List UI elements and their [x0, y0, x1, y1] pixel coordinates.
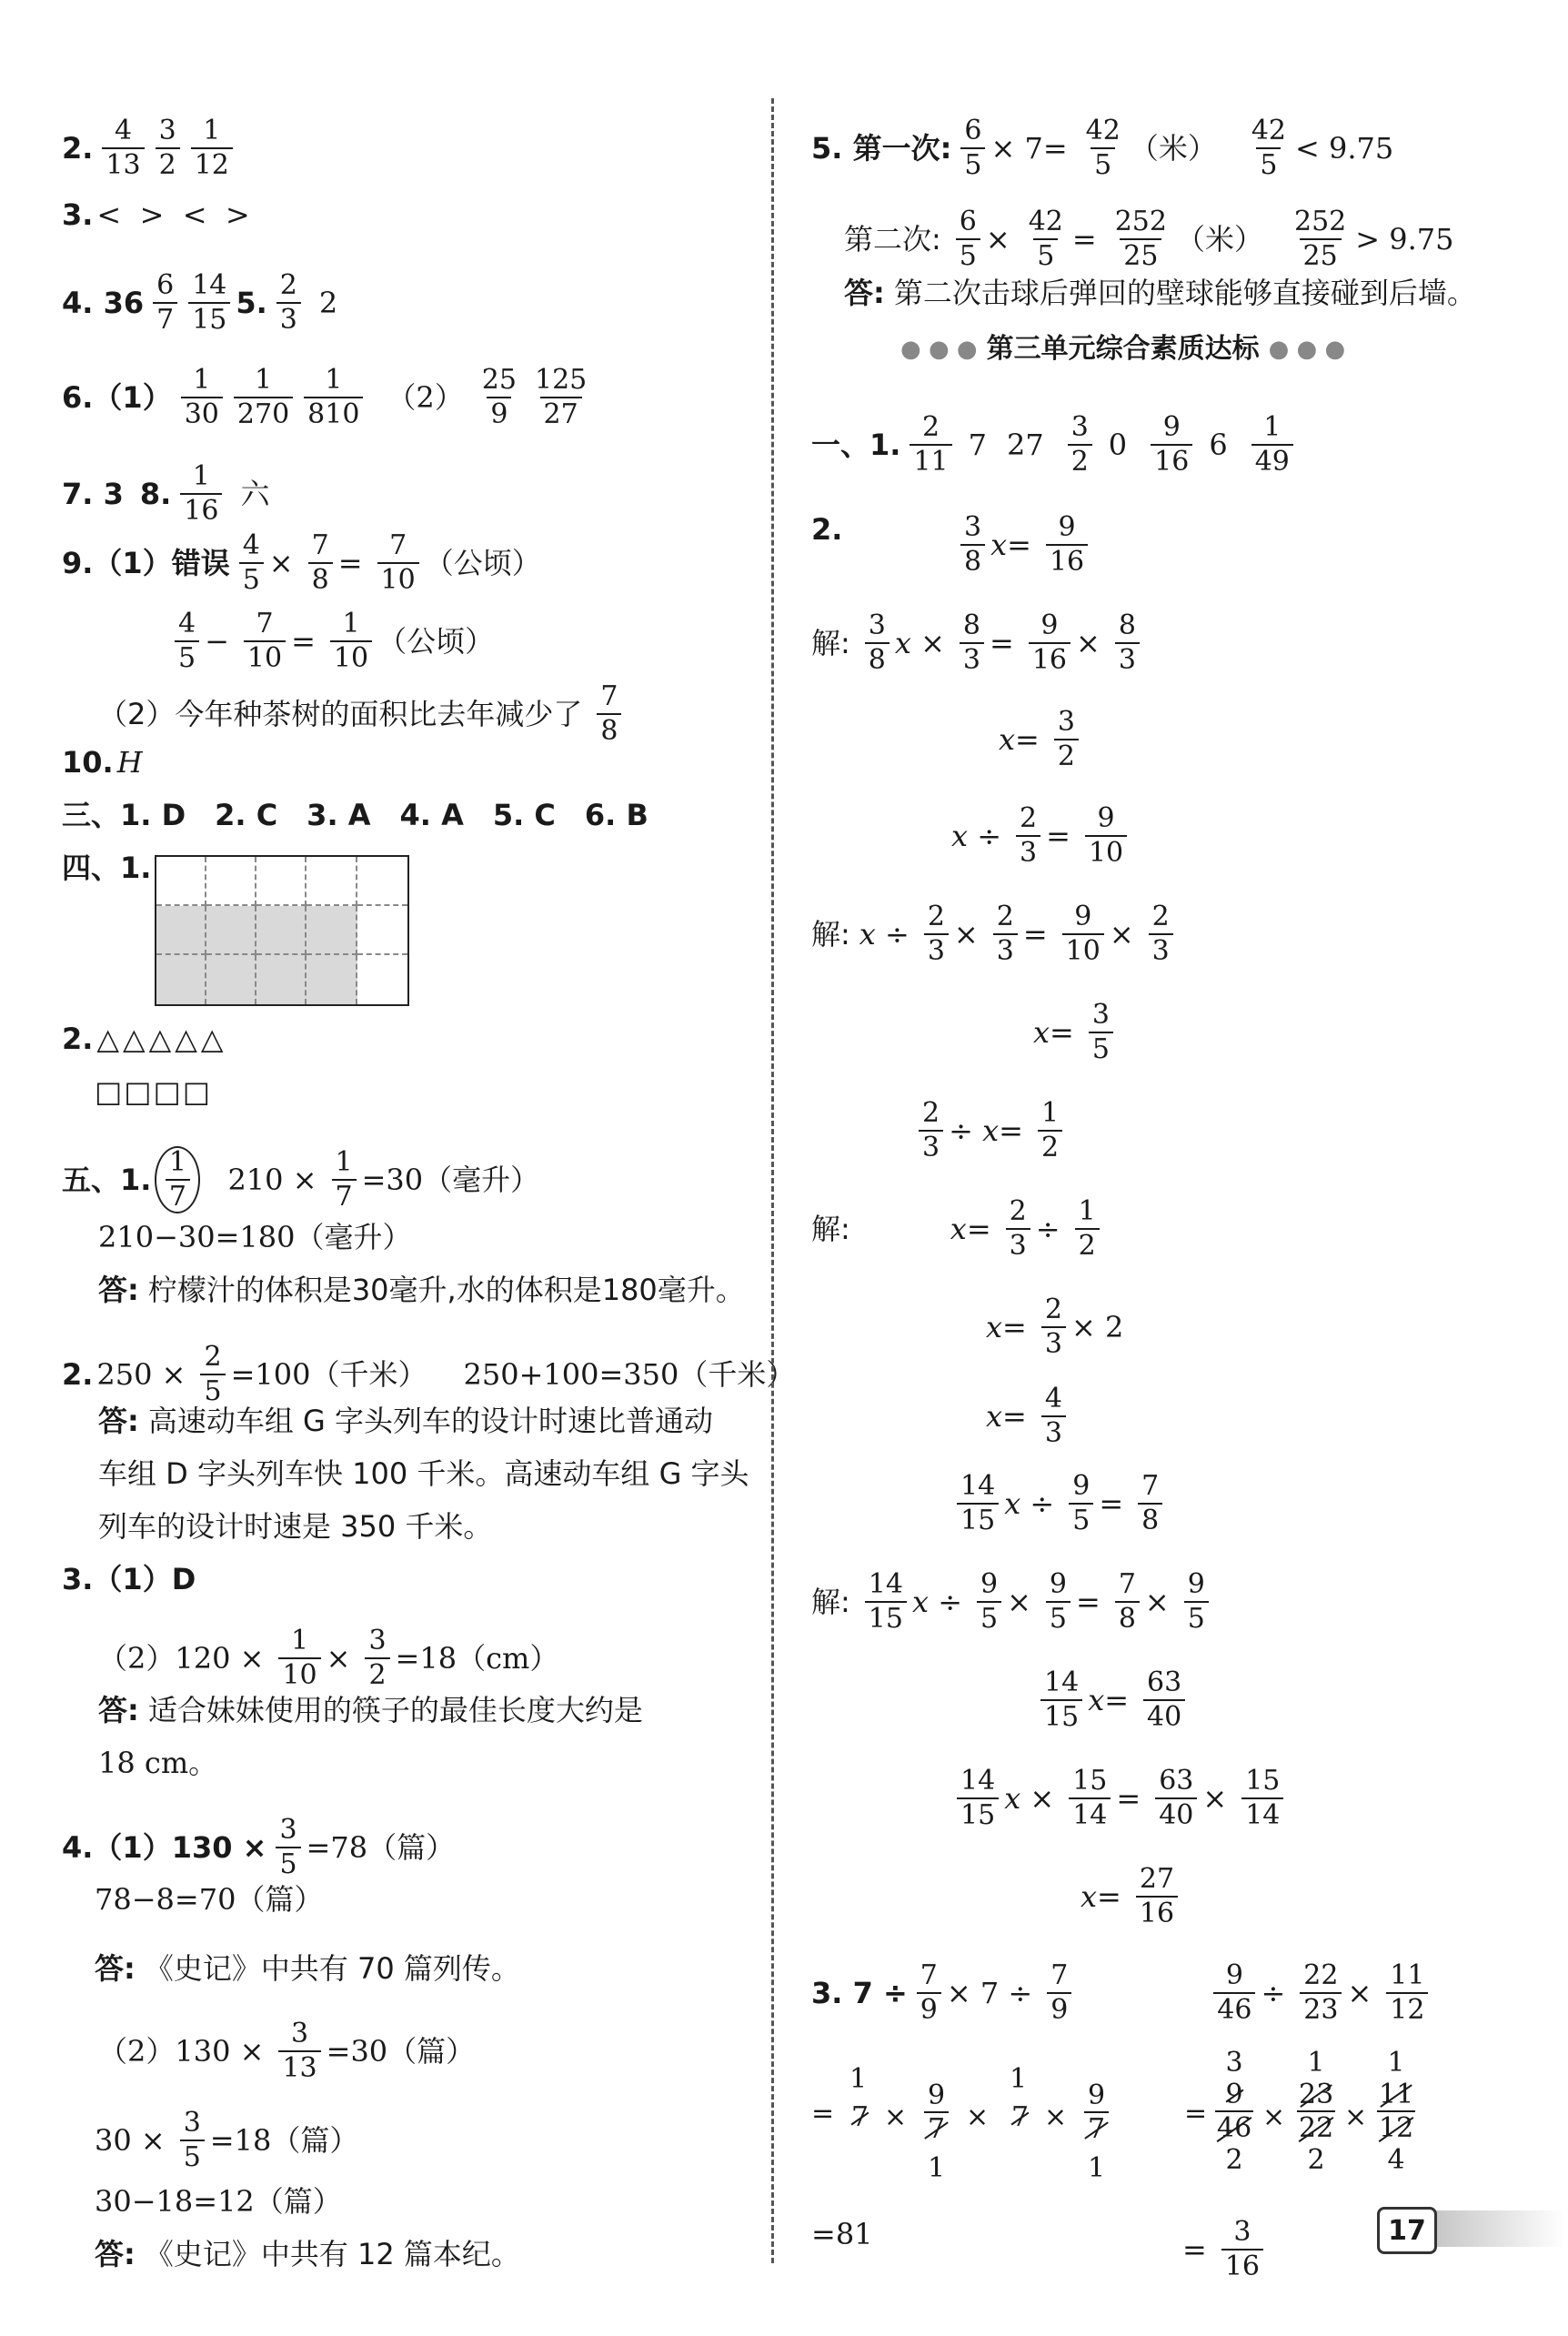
- q7-line: 7. 3 8. $\frac{1}{16}$ 六: [62, 460, 270, 527]
- r2-eq-3-result: x= $\frac{4}{3}$: [986, 1383, 1071, 1450]
- fraction: $\frac{9}{10}$: [1085, 802, 1127, 870]
- fraction: $\frac{3}{2}$: [1054, 706, 1079, 773]
- fraction: $\frac{63}{40}$: [1143, 1666, 1185, 1734]
- fraction: $\frac{6}{7}$: [153, 269, 177, 337]
- fraction: $\frac{2}{3}$: [919, 1097, 943, 1164]
- fraction: $\frac{9}{16}$: [1151, 411, 1192, 478]
- fraction: $\frac{42}{5}$: [1085, 115, 1121, 181]
- fraction: $\frac{9}{16}$: [1046, 511, 1088, 579]
- r2-eq-3: $\frac{2}{3}$ ÷ x= $\frac{1}{2}$: [913, 1097, 1068, 1164]
- r5-answer: 答: 第二次击球后弹回的壁球能够直接碰到后墙。: [844, 276, 1476, 310]
- r2-eq-3-solution: 解: x= $\frac{2}{3}$ ÷ $\frac{1}{2}$: [811, 1195, 1105, 1263]
- wu1-line-2: 210−30=180（毫升）: [98, 1220, 412, 1254]
- fraction: $\frac{4}{3}$: [1041, 1383, 1066, 1450]
- fraction: $\frac{1}{2}$: [1075, 1195, 1100, 1263]
- fraction: $\frac{2}{3}$: [1149, 901, 1173, 968]
- r5-line-1: 5. 第一次: $\frac{6}{5}$ × 7= $\frac{42}{5}$ （米） $\frac{42}{5}$ < 9.75: [811, 115, 1394, 181]
- fraction: $\frac{1}{10}$: [330, 608, 372, 675]
- squares-line: □□□□: [95, 1074, 212, 1109]
- fraction: $\frac{63}{40}$: [1155, 1765, 1197, 1832]
- r1-line: 一、1. $\frac{2}{11}$ 7 27 $\frac{3}{2}$ 0 $\frac{9}{16}$ 6 $\frac{1}{49}$: [811, 411, 1299, 478]
- fraction: $\frac{1}{12}$: [191, 115, 233, 182]
- wu2-answer-3: 列车的设计时速是 350 千米。: [98, 1509, 493, 1544]
- fraction: $\frac{42}{5}$: [1251, 115, 1287, 181]
- fraction: $\frac{9}{5}$: [1069, 1470, 1093, 1537]
- fraction: $\frac{252}{25}$: [1114, 206, 1167, 272]
- r2-eq-2: x ÷ $\frac{2}{3}$ = $\frac{9}{10}$: [951, 802, 1132, 870]
- wu1-answer: 答: 柠檬汁的体积是30毫升,水的体积是180毫升。: [98, 1273, 745, 1307]
- fraction: $\frac{6}{5}$: [960, 115, 985, 182]
- fraction: $\frac{2}{3}$: [993, 901, 1018, 968]
- fraction: $\frac{9}{5}$: [1046, 1568, 1070, 1636]
- fraction: $\frac{3}{8}$: [960, 511, 985, 579]
- unit-title: ● ● ● 第三单元综合素质达标 ● ● ●: [900, 333, 1346, 365]
- fraction: $\frac{1}{2}$: [1038, 1097, 1062, 1164]
- wu3-answer-1: 答: 适合妹妹使用的筷子的最佳长度大约是: [98, 1693, 643, 1727]
- wu3-line-1: 3.（1）D: [62, 1562, 196, 1596]
- shaded-grid-figure: [155, 855, 409, 1006]
- circled-fraction: $\frac{1}{7}$: [155, 1146, 200, 1213]
- fraction: $\frac{1}{270}$: [234, 364, 293, 431]
- fraction: $\frac{9}{5}$: [977, 1568, 1001, 1636]
- fraction: $\frac{9}{5}$: [1184, 1568, 1209, 1636]
- fraction: $\frac{7}{9}$: [1047, 1959, 1071, 2027]
- r2-eq-4-step-2: $\frac{14}{15}$ x × $\frac{15}{14}$ = $\frac{63}{40}$ × $\frac{15}{14}$: [951, 1765, 1289, 1832]
- fraction: $\frac{3}{8}$: [865, 609, 890, 677]
- page-number-bar: [1419, 2210, 1564, 2247]
- q2-line: 2. $\frac{4}{13}$ $\frac{3}{2}$ $\frac{1}{12}$: [62, 115, 238, 182]
- fraction: $\frac{11}{12}$: [1386, 1959, 1428, 2027]
- fraction: $\frac{3}{13}$: [278, 2018, 320, 2085]
- fraction: $\frac{3}{5}$: [276, 1814, 300, 1881]
- wu2-line-1: 2. 250 × $\frac{2}{5}$ =100（千米） 250+100=350（千米）: [62, 1341, 796, 1407]
- fraction: $\frac{2}{5}$: [200, 1341, 225, 1408]
- wu4-line-1: 4.（1）130 × $\frac{3}{5}$ =78（篇）: [62, 1814, 456, 1880]
- section-five-q1: 五、1. $\frac{1}{7}$ 210 × $\frac{1}{7}$ =30（毫升）: [62, 1146, 540, 1213]
- fraction: $\frac{2}{3}$: [1006, 1195, 1030, 1263]
- wu4-line-2: 78−8=70（篇）: [95, 1882, 324, 1917]
- q9-line-2: $\frac{4}{5}$ − $\frac{7}{10}$ = $\frac{1}{10}$ （公顷）: [169, 608, 503, 675]
- r2-eq-4: $\frac{14}{15}$ x ÷ $\frac{9}{5}$ = $\frac{7}{8}$: [951, 1470, 1168, 1537]
- fraction: $\frac{1}{10}$: [278, 1625, 320, 1692]
- fraction: $\frac{3}{5}$: [1089, 999, 1113, 1066]
- fraction: $\frac{2}{3}$: [924, 901, 949, 968]
- r2-eq-4-result: x= $\frac{27}{16}$: [1081, 1863, 1183, 1930]
- q9-line-1: 9.（1）错误 $\frac{4}{5}$ × $\frac{7}{8}$ = $\frac{7}{10}$ （公顷）: [62, 529, 541, 596]
- wu4-answer-2: 答: 《史记》中共有 12 篇本纪。: [95, 2237, 520, 2271]
- fraction: $\frac{7}{8}$: [1138, 1470, 1162, 1537]
- fraction: $\frac{1}{7}$: [332, 1146, 357, 1213]
- fraction: $\frac{14}{15}$: [865, 1568, 907, 1636]
- fraction: $\frac{4}{5}$: [175, 608, 199, 675]
- fraction: $\frac{9}{46}$: [1213, 1959, 1255, 2027]
- fraction: $\frac{7}{10}$: [377, 529, 419, 597]
- fraction: $\frac{14}{15}$: [188, 269, 230, 337]
- fraction: $\frac{7}{8}$: [1115, 1568, 1140, 1636]
- fraction: $\frac{9}{16}$: [1029, 609, 1070, 677]
- r3-result-right: = $\frac{3}{16}$: [1182, 2216, 1269, 2283]
- fraction: $\frac{9}{10}$: [1062, 901, 1104, 968]
- r2-eq-1-result: x= $\frac{3}{2}$: [999, 706, 1084, 773]
- fraction: $\frac{14}{15}$: [957, 1765, 999, 1832]
- q6-line: 6.（1） $\frac{1}{30}$ $\frac{1}{270}$ $\frac{1}{810}$ （2） $\frac{25}{9}$ $\frac{125}{27}$: [62, 364, 596, 431]
- fraction: $\frac{8}{3}$: [1115, 609, 1140, 677]
- fraction: $\frac{27}{16}$: [1136, 1863, 1178, 1930]
- q4-line: 4. 36 $\frac{6}{7}$ $\frac{14}{15}$ 5. $\frac{2}{3}$ 2: [62, 269, 338, 336]
- page-number: 17: [1377, 2207, 1437, 2254]
- wu2-answer-2: 车组 D 字头列车快 100 千米。高速动车组 G 字头: [98, 1456, 749, 1491]
- r3-cancellation: = 1 7 × 9 7 1 × 1 7 × 9 7 1 = 3 9 46 2 × 1 23 22 2 × 1 11 12 4: [811, 2047, 1414, 2184]
- fraction: $\frac{7}{10}$: [244, 608, 286, 675]
- fraction: $\frac{15}{14}$: [1069, 1765, 1111, 1832]
- section-four-q1: 四、1.: [62, 851, 152, 885]
- wu4-line-5: 30−18=12（篇）: [95, 2184, 342, 2219]
- r2-eq-1-solution: 解: $\frac{3}{8}$ x × $\frac{8}{3}$ = $\frac{9}{16}$ × $\frac{8}{3}$: [811, 609, 1145, 677]
- fraction: $\frac{25}{9}$: [481, 364, 517, 430]
- fraction: $\frac{42}{5}$: [1028, 206, 1063, 272]
- wu4-line-4: 30 × $\frac{3}{5}$ =18（篇）: [95, 2107, 359, 2173]
- fraction: $\frac{15}{14}$: [1241, 1765, 1283, 1832]
- fraction: $\frac{3}{2}$: [365, 1625, 389, 1692]
- fraction: $\frac{1}{16}$: [180, 460, 222, 528]
- fraction: $\frac{3}{5}$: [180, 2107, 205, 2174]
- fraction: $\frac{4}{5}$: [239, 529, 264, 597]
- fraction: $\frac{2}{3}$: [1016, 802, 1040, 870]
- fraction: $\frac{2}{11}$: [910, 411, 951, 478]
- wu3-answer-2: 18 cm。: [98, 1746, 218, 1780]
- fraction: $\frac{252}{25}$: [1293, 206, 1347, 272]
- fraction: $\frac{1}{30}$: [181, 364, 223, 431]
- r2-label: 2.: [811, 512, 843, 547]
- fraction: $\frac{3}{16}$: [1221, 2216, 1263, 2283]
- fraction: $\frac{1}{810}$: [304, 364, 363, 431]
- fraction: $\frac{1}{49}$: [1251, 411, 1293, 478]
- column-divider: [771, 98, 774, 2263]
- r2-eq-3-step: x= $\frac{2}{3}$ × 2: [986, 1294, 1124, 1360]
- fraction: $\frac{6}{5}$: [956, 206, 980, 273]
- fraction: $\frac{7}{8}$: [597, 680, 621, 748]
- r2-eq-4-step-1: $\frac{14}{15}$ x= $\frac{63}{40}$: [1035, 1666, 1191, 1734]
- fraction: $\frac{3}{2}$: [1068, 411, 1092, 478]
- fraction: $\frac{125}{27}$: [534, 364, 588, 430]
- r2-eq-1: $\frac{3}{8}$ x= $\frac{9}{16}$: [955, 511, 1093, 579]
- fraction: $\frac{7}{9}$: [917, 1959, 941, 2027]
- fraction: $\frac{14}{15}$: [1040, 1666, 1082, 1734]
- r2-eq-4-solution: 解: $\frac{14}{15}$ x ÷ $\frac{9}{5}$ × $\frac{9}{5}$ = $\frac{7}{8}$ × $\frac{9}{5}$: [811, 1568, 1214, 1636]
- section-four-q2: 2. △△△△△: [62, 1022, 227, 1056]
- r3-result-left: =81: [811, 2217, 873, 2251]
- fraction: $\frac{4}{13}$: [102, 115, 144, 182]
- fraction: $\frac{22}{23}$: [1300, 1959, 1342, 2027]
- q3-line: 3. < > < >: [62, 197, 250, 232]
- q9-line-3: （2）今年种茶树的面积比去年减少了 $\frac{7}{8}$: [98, 680, 627, 748]
- fraction: $\frac{2}{3}$: [1041, 1294, 1066, 1361]
- wu4-answer-1: 答: 《史记》中共有 70 篇列传。: [95, 1951, 520, 1986]
- fraction: $\frac{3}{2}$: [156, 115, 180, 182]
- wu3-line-2: （2）120 × $\frac{1}{10}$ × $\frac{3}{2}$ =18（cm）: [98, 1625, 559, 1691]
- wu2-answer-1: 答: 高速动车组 G 字头列车的设计时速比普通动: [98, 1404, 713, 1438]
- fraction: $\frac{7}{8}$: [308, 529, 333, 597]
- r2-eq-2-result: x= $\frac{3}{5}$: [1033, 999, 1119, 1066]
- fraction: $\frac{2}{3}$: [276, 269, 301, 337]
- fraction: $\frac{14}{15}$: [957, 1470, 999, 1537]
- wu4-line-3: （2）130 × $\frac{3}{13}$ =30（篇）: [98, 2018, 476, 2084]
- fraction: $\frac{8}{3}$: [960, 609, 984, 677]
- section-three-line: 三、1. D 2. C 3. A 4. A 5. C 6. B: [62, 798, 648, 832]
- r5-line-2: 第二次: $\frac{6}{5}$ × $\frac{42}{5}$ = $\frac{252}{25}$ （米） $\frac{252}{25}$ > 9.75: [844, 206, 1454, 272]
- r3-line-1: 3. 7 ÷ $\frac{7}{9}$ × 7 ÷ $\frac{7}{9}$ $\frac{9}{46}$ ÷ $\frac{22}{23}$ × $\frac{11}{12}$: [811, 1959, 1433, 2027]
- q10-line: 10. H: [62, 745, 143, 780]
- r2-eq-2-solution: 解: x ÷ $\frac{2}{3}$ × $\frac{2}{3}$ = $\frac{9}{10}$ × $\frac{2}{3}$: [811, 901, 1179, 968]
